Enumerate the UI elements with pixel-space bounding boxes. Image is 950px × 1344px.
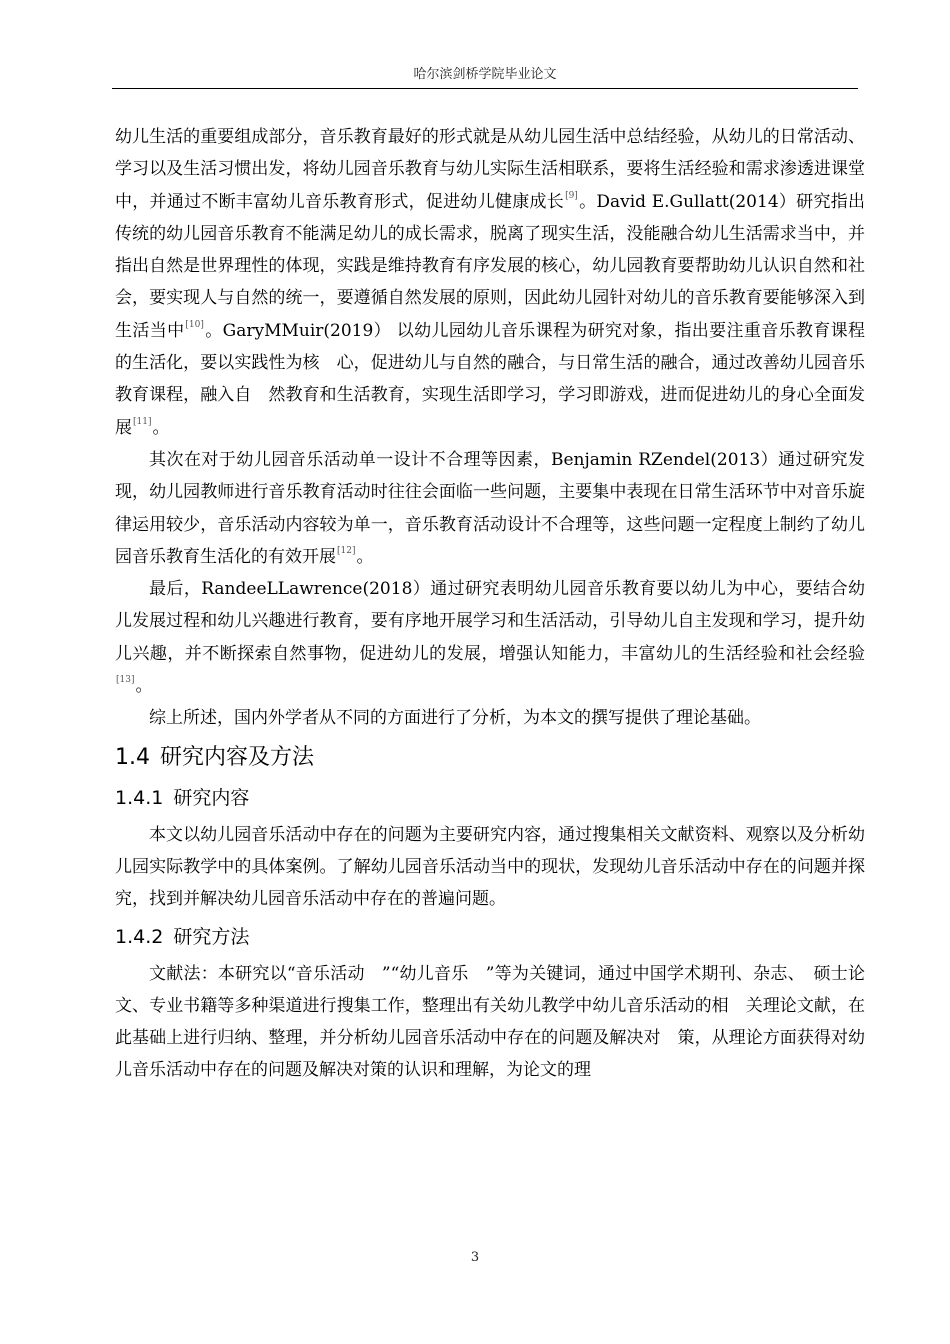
citation-12: [12] [337, 545, 356, 556]
paragraph-literature-review-3 [115, 573, 865, 702]
paragraph-literature-review-1 [115, 121, 865, 444]
text-run: 。 [135, 676, 153, 697]
paragraph-summary: 综上所述，国内外学者从不同的方面进行了分析，为本文的撰写提供了理论基础。 [149, 708, 761, 729]
text-run: 。 [152, 417, 170, 438]
citation-13: [13] [116, 675, 135, 686]
section-heading-1-4-1 [115, 781, 865, 815]
text-run: 。David E.Gullatt(2014）研究指出传统的幼儿园音乐教育不能满足幼儿的成长需求，脱离了现实生活，没能融合幼儿生活需求当中，并指出自然是世界理性的体现，实践是维持教育有序发展的核心，幼儿园教育要帮助幼儿认识自然和社会，要实现人与自然的统一，要遵循自然发展的原则，因此幼儿园针对幼儿的音乐教育要能够深入到生活当中 [115, 191, 865, 341]
section-number: 1.4 [115, 744, 150, 770]
text-run: 幼儿生活的重要组成部分，音乐教育最好的形式就是从幼儿园生活中总结经验，从幼儿的日常活动、学习以及生活习惯出发，将幼儿园音乐教育与幼儿实际生活相联系，要将生活经验和需求渗透进课堂中，并通过不断丰富幼儿音乐教育形式，促进幼儿健康成长 [115, 127, 865, 212]
section-number: 1.4.1 [115, 786, 164, 809]
section-title: 研究内容及方法 [160, 744, 315, 770]
section-heading-1-4 [115, 739, 865, 777]
page-number: 3 [470, 1250, 480, 1265]
header-divider [112, 88, 858, 89]
citation-11: [11] [133, 416, 152, 427]
text-run: 其次在对于幼儿园音乐活动单一设计不合理等因素，Benjamin RZendel(2013）通过研究发现，幼儿园教师进行音乐教育活动时往往会面临一些问题，主要集中表现在日常生活环节中对音乐旋律运用较少，音乐活动内容较为单一，音乐教育活动设计不合理等，这些问题一定程度上制约了幼儿园音乐教育生活化的有效开展 [115, 449, 865, 567]
section-title: 研究方法 [173, 925, 250, 948]
text-run: 。GaryMMuir(2019） 以幼儿园幼儿音乐课程为研究对象，指出要注重音乐教育课程的生活化，要以实践性为核 心，促进幼儿与自然的融合，与日常生活的融合，通过改善幼儿园音乐教育课程，融入自 然教育和生活教育，实现生活即学习，学习即游戏，进而促进幼儿的身心全面发展 [115, 320, 865, 438]
paragraph-research-method: 文献法：本研究以“音乐活动 ”“幼儿音乐 ”等为关键词，通过中国学术期刊、杂志、 硕士论文、专业书籍等多种渠道进行搜集工作，整理出有关幼儿教学中幼儿音乐活动的相 关理论文献，在此基础上进行归纳、整理，并分析幼儿园音乐活动中存在的问题及解决对 策，从理论方面获得对幼儿音乐活动中存在的问题及解决对策的认识和理解，为论文的理 [115, 963, 865, 1081]
section-heading-1-4-2 [115, 920, 865, 954]
text-run: 最后，RandeeLLawrence(2018）通过研究表明幼儿园音乐教育要以幼儿为中心，要结合幼儿发展过程和幼儿兴趣进行教育，要有序地开展学习和生活活动，引导幼儿自主发现和学习，提升幼儿兴趣，并不断探索自然事物，促进幼儿的发展，增强认知能力，丰富幼儿的生活经验和社会经验 [115, 579, 865, 664]
section-number: 1.4.2 [115, 925, 164, 948]
citation-10: [10] [185, 319, 204, 330]
citation-9: [9] [565, 190, 578, 201]
paragraph-research-content: 本文以幼儿园音乐活动中存在的问题为主要研究内容，通过搜集相关文献资料、观察以及分析幼儿园实际教学中的具体案例。了解幼儿园音乐活动当中的现状，发现幼儿音乐活动中存在的问题并探究，找到并解决幼儿园音乐活动中存在的普遍问题。 [115, 824, 865, 910]
body-text [115, 121, 865, 1087]
paragraph-literature-review-2 [115, 444, 865, 573]
section-title: 研究内容 [173, 786, 250, 809]
text-run: 。 [356, 546, 374, 567]
running-header: 哈尔滨剑桥学院毕业论文 [413, 67, 557, 82]
